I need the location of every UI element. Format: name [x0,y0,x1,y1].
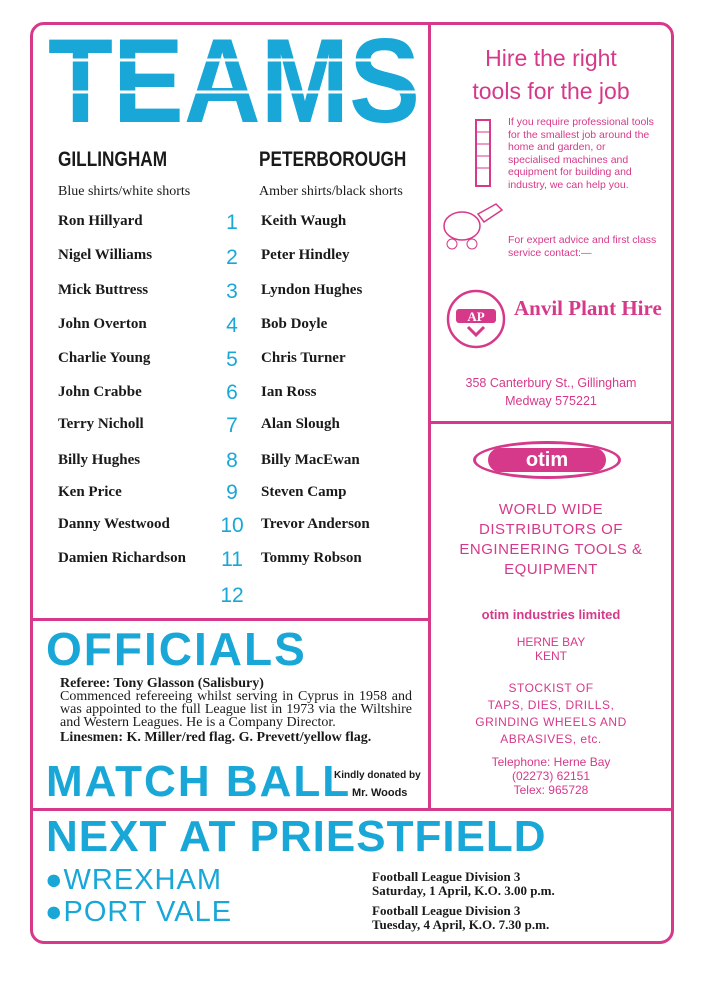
away-team-kit: Amber shirts/black shorts [259,184,403,199]
shirt-number: 12 [220,584,244,607]
away-player: Billy MacEwan [261,452,360,468]
referee-line: Referee: Tony Glasson (Salisbury) [60,676,264,691]
divider-teams-officials [32,618,430,621]
home-player: Ken Price [58,484,122,500]
home-team-name: GILLINGHAM [58,148,168,171]
shirt-number: 1 [226,211,238,234]
shirt-number: 11 [221,548,243,571]
otim-logo [473,441,621,479]
shirt-number: 8 [226,449,238,472]
shirt-number: 5 [226,348,238,371]
home-player: Terry Nicholl [58,416,144,432]
otim-company: otim industries limited [481,607,621,622]
anvil-headline-1: Hire the right [485,45,617,71]
divider-ads [430,421,672,424]
otim-tagline: WORLD WIDE DISTRIBUTORS OF ENGINEERING TOOLS & EQUIPMENT [459,501,643,578]
fixture-2-competition: Football League Division 3 [372,903,521,918]
shirt-number: 9 [226,481,238,504]
home-player: John Overton [58,316,147,332]
home-player: Danny Westwood [58,516,170,532]
otim-location-1: HERNE BAY [516,635,586,649]
fixture-2-date: Tuesday, 4 April, K.O. 7.30 p.m. [372,917,550,932]
anvil-company-name: Anvil Plant Hire [514,296,662,320]
fixture-1-details [372,870,555,898]
home-team-kit: Blue shirts/white shorts [58,184,191,199]
bullet-icon: ● [45,864,64,896]
referee-bio: Commenced refereeing whilst serving in Cyprus in 1958 and was appointed to the full League list in 1973 via the Wiltshire and Western Leagues. He is a Company Director. [60,689,412,730]
shirt-number: 6 [226,381,238,404]
match-ball-title: MATCH BALL [46,757,352,806]
away-player: Alan Slough [261,416,340,432]
divider-officials-next [32,808,672,811]
fixture-1-competition: Football League Division 3 [372,869,521,884]
otim-logo-pill [488,448,606,472]
otim-location [436,635,666,663]
anvil-headline-2: tools for the job [472,78,630,104]
anvil-ad-headline [436,42,666,108]
otim-telex: Telex: 965728 [513,783,589,797]
otim-stock-4: ABRASIVES, etc. [500,732,602,746]
away-player: Peter Hindley [261,247,350,263]
otim-stock-2: TAPS, DIES, DRILLS, [487,698,615,712]
linesmen-line: Linesmen: K. Miller/red flag. G. Prevett/yellow flag. [60,730,372,745]
otim-stockist [436,680,666,748]
next-team-2-name: PORT VALE [63,896,233,928]
match-ball-donor: Mr. Woods [352,787,408,799]
match-ball-donated-label: Kindly donated by [334,770,421,781]
fixture-2-details [372,904,549,932]
teams-title-text: TEAMS [48,14,420,148]
away-player: Steven Camp [261,484,347,500]
next-team-1 [45,864,222,897]
away-player: Chris Turner [261,350,346,366]
bullet-icon: ● [45,896,64,928]
home-player: Charlie Young [58,350,151,366]
officials-text [60,677,412,744]
away-player: Lyndon Hughes [261,282,363,298]
home-player: Damien Richardson [58,550,186,566]
anvil-ad-contact: For expert advice and first class service contact:— [508,234,657,259]
shirt-number: 3 [226,280,238,303]
next-title: NEXT AT PRIESTFIELD [46,812,547,861]
tools-illustration-icon [440,118,508,258]
home-player: Mick Buttress [58,282,149,298]
divider-vertical [428,24,431,809]
away-player: Trevor Anderson [261,516,370,532]
home-player: Billy Hughes [58,452,141,468]
otim-stock-1: STOCKIST OF [508,681,594,695]
shirt-number: 7 [226,414,238,437]
otim-telephone-label: Telephone: Herne Bay [491,755,611,769]
otim-telephone-number: (02273) 62151 [511,769,591,783]
anvil-logo-letters: AP [467,309,485,324]
anvil-plant-hire-logo-icon [446,289,506,349]
officials-title: OFFICIALS [46,623,307,675]
shirt-number: 10 [220,514,244,537]
fixture-1-date: Saturday, 1 April, K.O. 3.00 p.m. [372,883,555,898]
teams-title [48,14,420,148]
otim-contact [436,755,666,797]
home-player: Ron Hillyard [58,213,143,229]
away-team-name: PETERBOROUGH [259,148,407,171]
anvil-address: 358 Canterbury St., Gillingham [465,376,637,390]
next-team-1-name: WREXHAM [63,864,222,896]
otim-stock-3: GRINDING WHEELS AND [475,715,627,729]
home-player: John Crabbe [58,384,142,400]
otim-logo-text: otim [525,448,569,471]
otim-location-2: KENT [534,649,567,663]
away-player: Bob Doyle [261,316,328,332]
away-player: Keith Waugh [261,213,347,229]
shirt-number: 2 [226,246,238,269]
shirt-number: 4 [226,314,238,337]
home-player: Nigel Williams [58,247,153,263]
away-player: Tommy Robson [261,550,362,566]
away-player: Ian Ross [261,384,317,400]
anvil-ad-body: If you require professional tools for the smallest job around the home and garden, or specialised machines and equipment for building and industry, we can help you. [508,116,654,191]
anvil-phone: Medway 575221 [505,394,597,408]
next-team-2 [45,896,232,929]
